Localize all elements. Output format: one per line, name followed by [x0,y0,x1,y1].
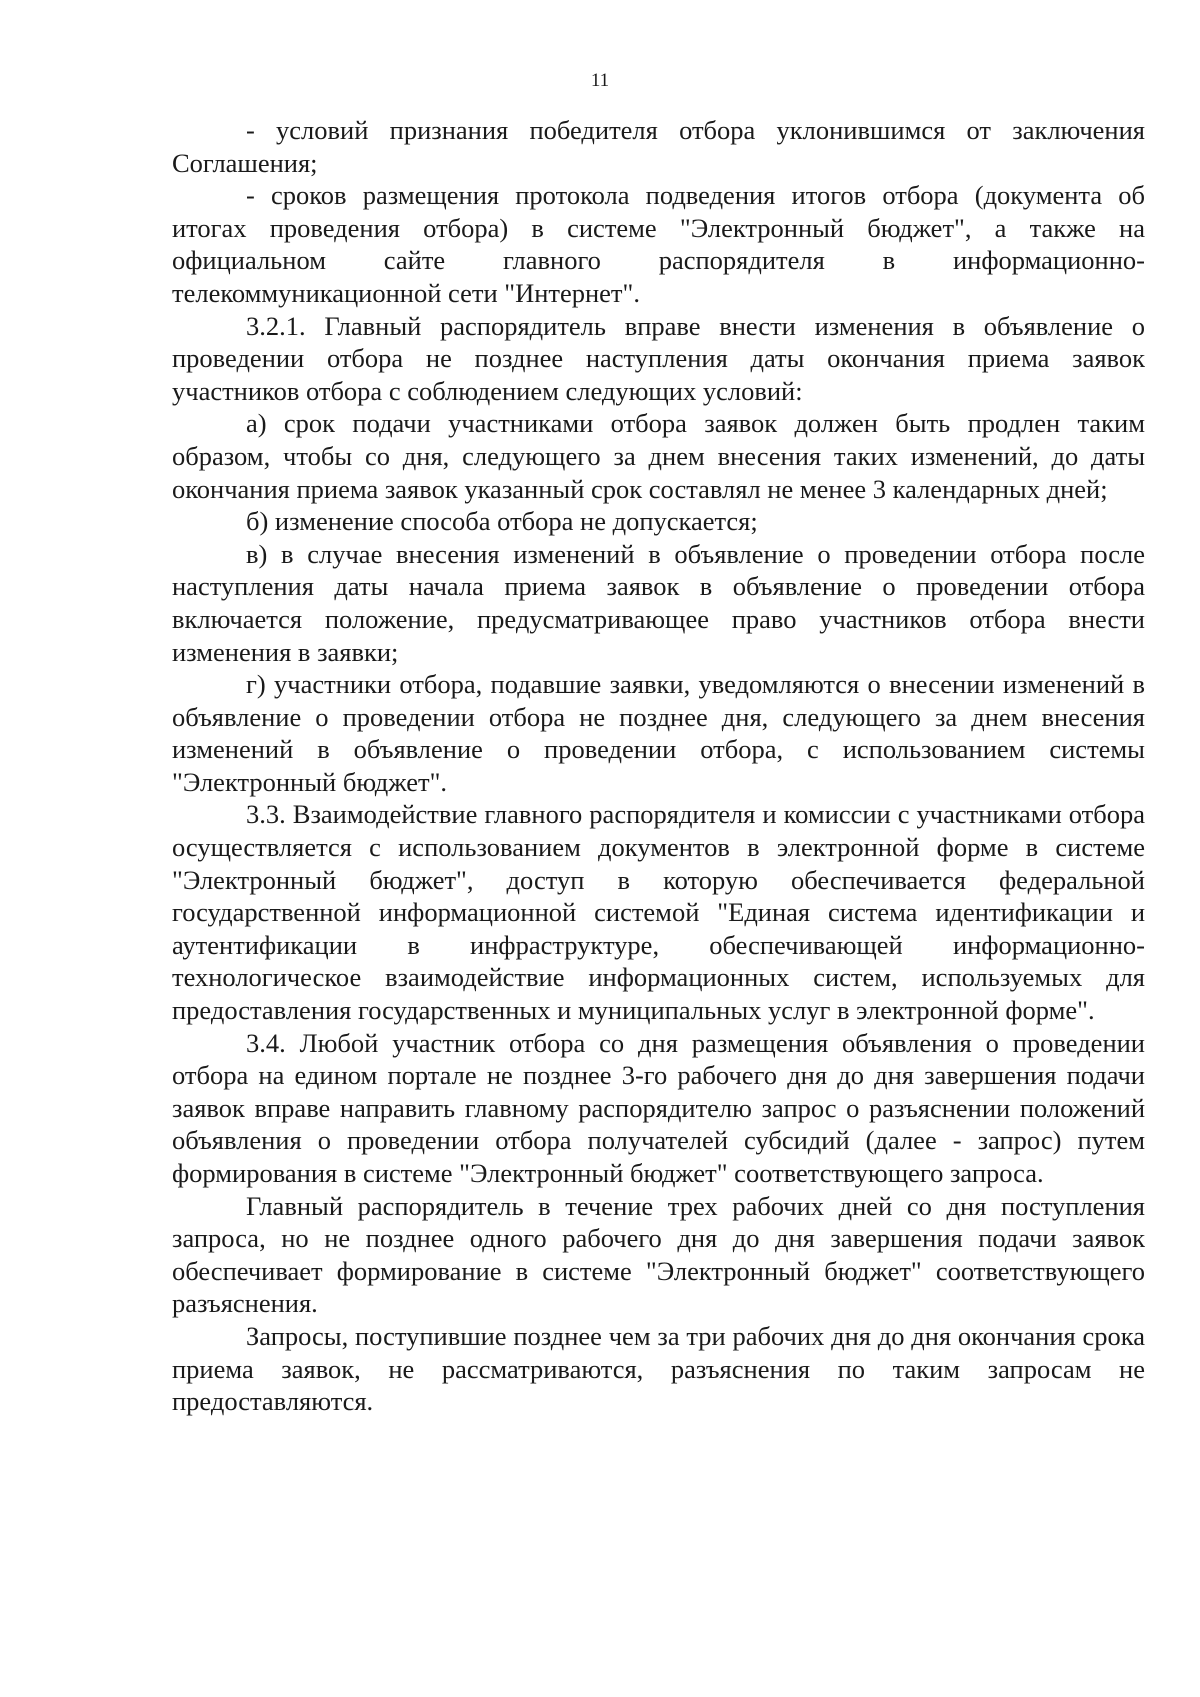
paragraph-late-requests: Запросы, поступившие позднее чем за три рабочих дня до дня окончания срока приема заявок, не рассматриваются, разъяснения по таким запросам не предоставляются. [172,1320,1145,1417]
paragraph-3-4: 3.4. Любой участник отбора со дня размещения объявления о проведении отбора на едином портале не позднее 3-го рабочего дня до дня завершения подачи заявок вправе направить главному распорядителю запрос о разъяснении положений объявления о проведении отбора получателей субсидий (далее - запрос) путем формирования в системе "Электронный бюджет" соответствующего запроса. [172,1027,1145,1188]
paragraph-item-b: б) изменение способа отбора не допускается; [246,506,758,537]
page-number: 11 [590,70,610,91]
paragraph-3-2-1: 3.2.1. Главный распорядитель вправе внести изменения в объявление о проведении отбора не позднее наступления даты окончания приема заявок участников отбора с соблюдением следующих условий: [172,310,1145,406]
paragraph-3-3: 3.3. Взаимодействие главного распорядителя и комиссии с участниками отбора осуществляется с использованием документов в электронной форме в системе "Электронный бюджет", доступ в которую обеспечивается федеральной государственной информационной системой "Единая система идентификации и аутентификации в инфраструктуре, обеспечивающей информационно-технологическое взаимодействие информационных систем, используемых для предоставления государственных и муниципальных услуг в электронной форме". [172,799,1145,1026]
paragraph-conditions-evasion: - условий признания победителя отбора уклонившимся от заключения Соглашения; [172,115,1145,178]
paragraph-item-g: г) участники отбора, подавшие заявки, уведомляются о внесении изменений в объявление о проведении отбора не позднее дня, следующего за днем внесения изменений в объявление о проведении отбора, с использованием системы "Электронный бюджет". [172,669,1145,797]
document-body [172,114,1145,1418]
paragraph-item-v: в) в случае внесения изменений в объявление о проведении отбора после наступления даты начала приема заявок в объявление о проведении отбора включается положение, предусматривающее право участников отбора внести изменения в заявки; [172,538,1145,667]
paragraph-clarification: Главный распорядитель в течение трех рабочих дней со дня поступления запроса, но не позднее одного рабочего дня до дня завершения подачи заявок обеспечивает формирование в системе "Электронный бюджет" соответствующего разъяснения. [172,1190,1145,1319]
paragraph-protocol-deadlines: - сроков размещения протокола подведения итогов отбора (документа об итогах проведения отбора) в системе "Электронный бюджет", а также на официальном сайте главного распорядителя в информационно-телекоммуникационной сети "Интернет". [172,180,1145,308]
paragraph-item-a: а) срок подачи участниками отбора заявок должен быть продлен таким образом, чтобы со дня, следующего за днем внесения таких изменений, до даты окончания приема заявок указанный срок составлял не менее 3 календарных дней; [172,408,1145,504]
